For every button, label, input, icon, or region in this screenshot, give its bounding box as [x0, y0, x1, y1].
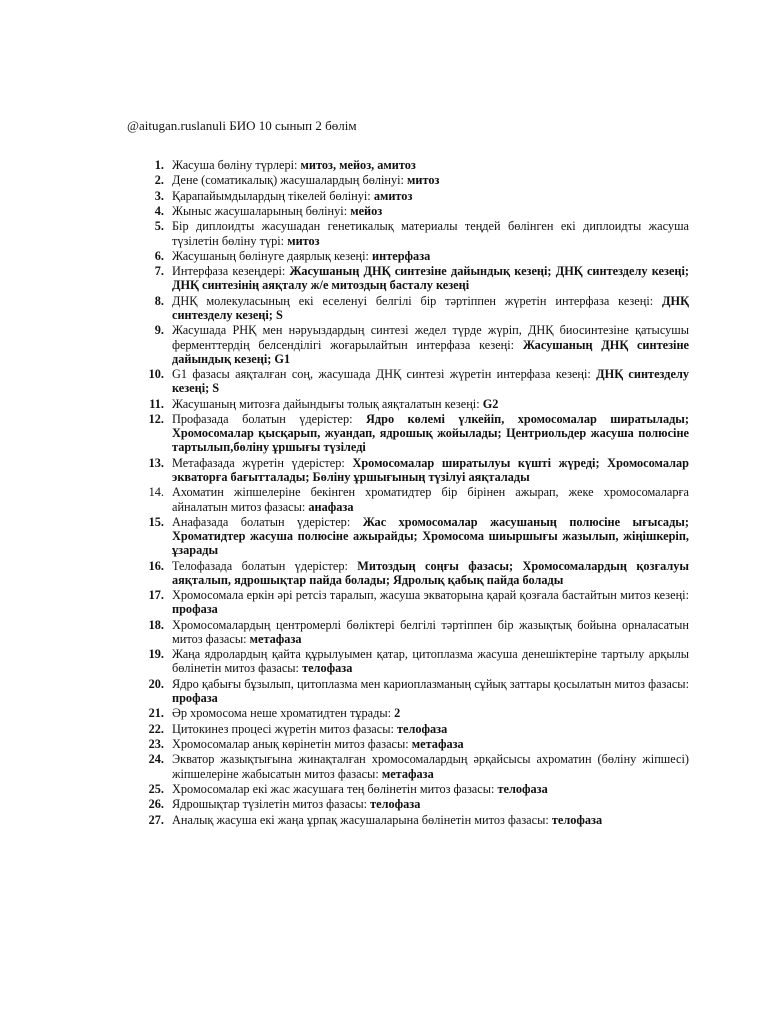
question-text: Қарапайымдылардың тікелей бөлінуі: — [172, 188, 374, 203]
answer-text: телофаза — [396, 721, 448, 736]
item-number: 12. — [148, 412, 164, 426]
item-number: 26. — [148, 797, 164, 812]
question-text: Ядро қабығы бұзылып, цитоплазма мен кариоплазманың сұйық заттары қосылатын митоз фазасы: — [172, 676, 689, 691]
list-item — [138, 782, 689, 796]
list-item — [138, 397, 689, 411]
question-text: Аналық жасуша екі жаңа ұрпақ жасушаларына бөлінетін митоз фазасы: — [172, 812, 552, 827]
item-number: 4. — [154, 204, 164, 219]
list-item — [138, 249, 689, 263]
list-item — [138, 677, 689, 705]
question-text: Жасуша бөліну түрлері: — [172, 158, 301, 172]
list-item — [138, 722, 689, 736]
answer-text: профаза — [172, 690, 218, 705]
list-item — [138, 515, 689, 558]
question-list — [138, 158, 689, 828]
answer-text: профаза — [172, 602, 218, 617]
item-number: 15. — [148, 514, 164, 529]
item-number: 1. — [154, 158, 164, 172]
item-number: 13. — [148, 455, 164, 470]
item-number: 5. — [154, 219, 164, 234]
question-text: Хромосомалардың центромерлі бөліктері белгілі тәртіппен бір жазықтық бойына орналасатын митоз фазасы: — [172, 617, 689, 646]
answer-text: ДНҚ синтезделу кезеңі; S — [172, 367, 689, 396]
question-text: Цитокинез процесі жүретін митоз фазасы: — [172, 721, 397, 736]
answer-text: мейоз — [350, 204, 383, 219]
list-item — [138, 588, 689, 616]
question-text: Жасушаның митозға дайындығы толық аяқталатын кезеңі: — [172, 396, 483, 411]
answer-text: анафаза — [308, 499, 354, 514]
question-text: Интерфаза кезеңдері: — [172, 264, 290, 279]
item-number: 3. — [154, 188, 164, 203]
item-number: 14. — [148, 485, 164, 500]
question-text: Хромосомалар екі жас жасушаға тең бөлінетін митоз фазасы: — [172, 781, 498, 796]
item-number: 17. — [148, 588, 164, 603]
document-header: @aitugan.ruslanuli БИО 10 сынып 2 бөлім — [127, 118, 357, 133]
list-item — [138, 204, 689, 218]
item-number: 21. — [148, 706, 164, 721]
answer-text: Жасушаның ДНҚ синтезіне дайындық кезеңі; G1 — [172, 337, 689, 366]
list-item — [138, 264, 689, 292]
question-text: Жасушада РНҚ мен нәруыздардың синтезі жедел түрде жүріп, ДНҚ биосинтезіне қатысушы ферменттердің белсенділігі жоғарылайтын интерфаза кезеңі: — [172, 323, 689, 352]
answer-text: метафаза — [381, 766, 434, 781]
answer-text: ДНҚ синтезделу кезеңі; S — [172, 293, 689, 323]
list-item — [138, 456, 689, 484]
answer-text: метафаза — [249, 631, 302, 646]
item-number: 20. — [148, 676, 164, 691]
answer-text: Хромосомалар ширатылуы күшті жүреді; Хромосомалар экваторға бағытталады; Бөліну ұршығының түзілуі аяқталады — [172, 455, 689, 484]
list-item — [138, 485, 689, 513]
question-text: Жыныс жасушаларының бөлінуі: — [172, 204, 351, 219]
answer-text: телофаза — [551, 812, 603, 827]
list-item — [138, 412, 689, 455]
item-number: 19. — [148, 647, 164, 662]
answer-text: Жас хромосомалар жасушаның полюсіне ығысады; Хроматидтер жасуша полюсіне ажырайды; Хромосома шиыршығы жазылып, жіңішкеріп, ұзарады — [172, 514, 689, 558]
item-number: 2. — [154, 173, 164, 188]
item-number: 10. — [148, 367, 164, 382]
item-number: 24. — [148, 752, 164, 767]
question-text: Анафазада болатын үдерістер: — [172, 514, 363, 529]
question-text: G1 фазасы аяқталған соң, жасушада ДНҚ синтезі жүретін интерфаза кезеңі: — [172, 367, 597, 382]
list-item — [138, 813, 689, 827]
question-text: Әр хромосома неше хроматидтен тұрады: — [172, 706, 395, 721]
item-number: 9. — [154, 323, 164, 338]
question-text: Хромосомала еркін әрі ретсіз таралып, жасуша экваторына қарай қозғала бастайтын митоз кезеңі: — [172, 588, 689, 603]
question-text: Метафазада жүретін үдерістер: — [172, 455, 353, 470]
item-number: 25. — [148, 781, 164, 796]
list-item — [138, 647, 689, 675]
list-item — [138, 189, 689, 203]
item-number: 18. — [148, 617, 164, 632]
answer-text: амитоз — [373, 188, 413, 203]
answer-text: митоз, мейоз, амитоз — [300, 158, 416, 172]
item-number: 16. — [148, 558, 164, 573]
answer-text: Ядро көлемі үлкейіп, хромосомалар ширатылады; Хромосомалар қысқарып, жуандап, ядрошық жойылады; Центриольдер жасуша полюсіне тартылып,бөліну ұршығы түзіледі — [172, 412, 690, 455]
question-text: ДНҚ молекуласының екі еселенуі белгілі бір тәртіппен жүретін интерфаза кезеңі: — [172, 293, 663, 308]
question-text: Ахоматин жіпшелеріне бекінген хроматидтер бір бірінен ажырап, жеке хромосомаларға айналатын митоз фазасы: — [172, 485, 689, 514]
list-item — [138, 752, 689, 780]
item-number: 8. — [154, 293, 164, 308]
list-item — [138, 158, 689, 172]
answer-text: Митоздың соңғы фазасы; Хромосомалардың қозғалуы аяқталып, ядрошықтар пайда болады; Ядролық қабық пайда болады — [172, 558, 689, 587]
question-text: Ядрошықтар түзілетін митоз фазасы: — [172, 797, 371, 812]
list-item — [138, 559, 689, 587]
question-text: Дене (соматикалық) жасушалардың бөлінуі: — [172, 173, 408, 188]
item-number: 27. — [148, 812, 164, 827]
question-text: Хромосомалар анық көрінетін митоз фазасы: — [172, 737, 412, 752]
item-number: 22. — [148, 721, 164, 736]
question-text: Жасушаның бөлінуге даярлық кезеңі: — [172, 248, 373, 263]
answer-text: Жасушаның ДНҚ синтезіне дайындық кезеңі; ДНҚ синтезделу кезеңі; ДНҚ синтезінің аяқталу ж/е митоздың басталу кезеңі — [172, 264, 689, 293]
answer-text: митоз — [407, 173, 440, 188]
list-item — [138, 323, 689, 366]
list-item — [138, 737, 689, 751]
item-number: 23. — [148, 737, 164, 752]
list-item — [138, 618, 689, 646]
question-text: Жаңа ядролардың қайта құрылуымен қатар, цитоплазма жасуша денешіктеріне тартылу арқылы бөлінетін митоз фазасы: — [172, 647, 689, 676]
question-text: Телофазада болатын үдерістер: — [172, 558, 358, 573]
list-item — [138, 219, 689, 247]
question-text: Бір диплоидты жасушадан генетикалық материалы теңдей бөлінген екі диплоидты жасуша түзілетін бөліну түрі: — [172, 219, 689, 248]
list-item — [138, 367, 689, 395]
list-item — [138, 797, 689, 811]
question-text: Экватор жазықтығына жинақталған хромосомалардың әрқайсысы ахроматин (бөліну жіпшесі) жіпшелеріне жабысатын митоз фазасы: — [172, 752, 689, 781]
answer-text: телофаза — [302, 661, 353, 676]
item-number: 6. — [154, 248, 164, 263]
answer-text: интерфаза — [372, 248, 431, 263]
answer-text: метафаза — [411, 737, 464, 752]
list-item — [138, 173, 689, 187]
item-number: 7. — [154, 264, 164, 279]
answer-text: митоз — [287, 233, 320, 248]
item-number: 11. — [149, 396, 164, 411]
answer-text: 2 — [394, 706, 401, 721]
list-item — [138, 706, 689, 720]
answer-text: G2 — [482, 396, 499, 411]
list-item — [138, 294, 689, 322]
question-text: Профазада болатын үдерістер: — [172, 412, 366, 426]
answer-text: телофаза — [497, 781, 548, 796]
answer-text: телофаза — [370, 797, 421, 812]
